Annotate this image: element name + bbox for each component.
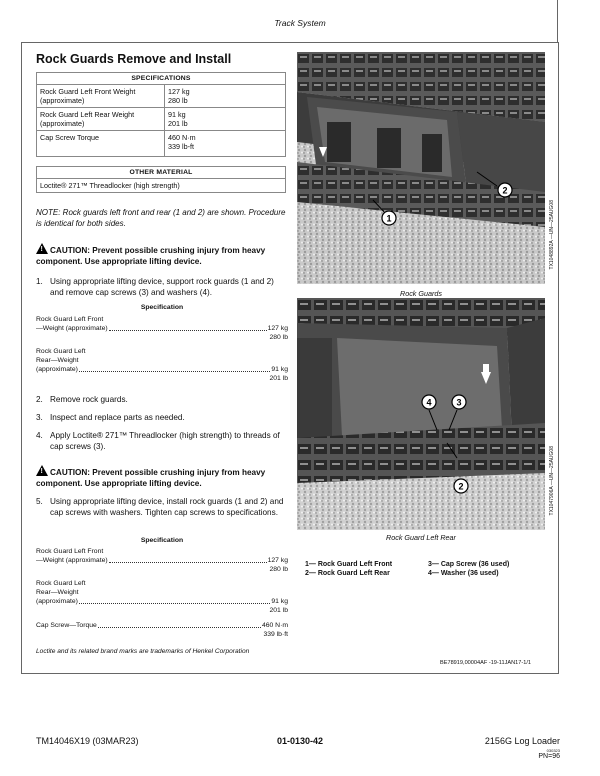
legend-column-2 bbox=[428, 560, 509, 578]
legend-item: 2— Rock Guard Left Rear bbox=[305, 570, 390, 577]
section-title: Rock Guards Remove and Install bbox=[36, 52, 232, 66]
step-3 bbox=[36, 413, 288, 424]
rock-guard-rear-illustration bbox=[297, 298, 545, 530]
spec-label: Rear—Weight bbox=[36, 357, 79, 364]
warning-triangle-icon bbox=[36, 243, 48, 254]
spec-value: 460 N·m bbox=[168, 133, 196, 142]
caution-1 bbox=[36, 243, 288, 267]
rock-guard-left-rear-photo bbox=[297, 298, 545, 530]
callout-2: 2 bbox=[458, 481, 464, 492]
spec-heading: Specification bbox=[140, 304, 184, 311]
spec-rear-weight bbox=[36, 347, 288, 383]
callout-2: 2 bbox=[502, 185, 508, 196]
step-text: Apply Loctite® 271™ Threadlocker (high strength) to threads of cap screws (3). bbox=[50, 431, 280, 451]
table-row bbox=[37, 179, 286, 193]
other-material-heading: OTHER MATERIAL bbox=[37, 167, 286, 179]
spec-label: —Weight (approximate) bbox=[36, 557, 108, 564]
spec-value: 127 kg bbox=[168, 87, 190, 96]
other-material-table bbox=[36, 166, 286, 193]
step-number: 3. bbox=[36, 413, 43, 422]
reference-code: BE78919,00004AF -19-11JAN17-1/1 bbox=[440, 660, 532, 666]
callout-1: 1 bbox=[386, 213, 392, 224]
spec-value: 201 lb bbox=[269, 375, 288, 382]
callout-3: 3 bbox=[456, 397, 462, 408]
caution-text: CAUTION: Prevent possible crushing injury from heavy component. Use appropriate lifting device. bbox=[36, 246, 266, 266]
warning-triangle-icon bbox=[36, 465, 48, 476]
footer-pn: PN=96 bbox=[538, 753, 560, 760]
spec-rear-weight bbox=[36, 579, 288, 615]
legend-column-1 bbox=[305, 560, 392, 578]
trademark-note: Loctite and its related brand marks are trademarks of Henkel Corporation bbox=[36, 648, 250, 655]
step-number: 5. bbox=[36, 497, 43, 506]
material-item: Loctite® 271™ Threadlocker (high strength) bbox=[37, 179, 286, 193]
spec-label: Rock Guard Left Front bbox=[36, 316, 104, 323]
step-2 bbox=[36, 395, 288, 406]
header-divider bbox=[557, 0, 558, 42]
specifications-table bbox=[36, 72, 286, 157]
footer-date-code: 030323 bbox=[546, 748, 560, 753]
spec-front-weight bbox=[36, 547, 288, 574]
spec-value: 280 lb bbox=[168, 96, 188, 105]
table-row bbox=[37, 131, 286, 157]
footer-page-number: 01-0130-42 bbox=[276, 736, 324, 746]
spec-label: (approximate) bbox=[36, 598, 78, 605]
spec-label: Cap Screw—Torque bbox=[36, 622, 97, 629]
spec-item: Cap Screw Torque bbox=[37, 131, 165, 157]
spec-value: 91 kg bbox=[271, 598, 288, 605]
table-row bbox=[37, 108, 286, 131]
spec-label: Rear—Weight bbox=[36, 589, 79, 596]
legend-item: 3— Cap Screw (36 used) bbox=[428, 561, 510, 568]
legend-item: 4— Washer (36 used) bbox=[428, 570, 499, 577]
spec-label: Rock Guard Left bbox=[36, 348, 86, 355]
step-number: 2. bbox=[36, 395, 43, 404]
spec-label: —Weight (approximate) bbox=[36, 325, 108, 332]
spec-value: 339 lb-ft bbox=[168, 142, 194, 151]
figure-id-top: TX1048892A —UN—25AUG08 bbox=[549, 200, 555, 270]
figure-caption-bottom: Rock Guard Left Rear bbox=[386, 533, 456, 542]
footer-model: 2156G Log Loader bbox=[484, 736, 560, 746]
spec-item: Rock Guard Left Rear Weight (approximate) bbox=[37, 108, 165, 131]
rock-guards-illustration bbox=[297, 52, 545, 284]
spec-torque bbox=[36, 621, 288, 639]
spec-heading: Specification bbox=[140, 537, 184, 544]
step-text: Using appropriate lifting device, support rock guards (1 and 2) and remove cap screws (3) and washers (4). bbox=[50, 277, 274, 297]
step-text: Using appropriate lifting device, install rock guards (1 and 2) and cap screws with washers. Tighten cap screws to specifications. bbox=[50, 497, 284, 517]
step-number: 1. bbox=[36, 277, 43, 286]
spec-value: 127 kg bbox=[267, 325, 288, 332]
spec-value: 91 kg bbox=[168, 110, 186, 119]
spec-value: 280 lb bbox=[269, 334, 288, 341]
step-5 bbox=[36, 497, 288, 518]
step-4 bbox=[36, 431, 288, 452]
step-text: Inspect and replace parts as needed. bbox=[50, 413, 185, 422]
step-1 bbox=[36, 277, 288, 298]
page-header: Track System bbox=[274, 18, 326, 28]
note-text: NOTE: Rock guards left front and rear (1 and 2) are shown. Procedure is identical for both sides. bbox=[36, 208, 286, 228]
caution-text: CAUTION: Prevent possible crushing injury from heavy component. Use appropriate lifting device. bbox=[36, 468, 266, 488]
spec-value: 91 kg bbox=[271, 366, 288, 373]
spec-value: 339 lb·ft bbox=[263, 631, 288, 638]
spec-value: 127 kg bbox=[267, 557, 288, 564]
step-text: Remove rock guards. bbox=[50, 395, 128, 404]
figure-caption-top: Rock Guards bbox=[400, 289, 442, 298]
spec-item: Rock Guard Left Front Weight (approximate) bbox=[37, 85, 165, 108]
spec-table-heading: SPECIFICATIONS bbox=[37, 73, 286, 85]
spec-front-weight bbox=[36, 315, 288, 342]
spec-label: Rock Guard Left Front bbox=[36, 548, 104, 555]
spec-value: 201 lb bbox=[168, 119, 188, 128]
spec-label: Rock Guard Left bbox=[36, 580, 86, 587]
rock-guards-photo bbox=[297, 52, 545, 284]
spec-value: 280 lb bbox=[269, 566, 288, 573]
spec-label: (approximate) bbox=[36, 366, 78, 373]
figure-id-bottom: TX1047906A —UN—25AUG08 bbox=[549, 446, 555, 516]
table-row bbox=[37, 85, 286, 108]
step-number: 4. bbox=[36, 431, 43, 440]
footer-manual-id: TM14046X19 (03MAR23) bbox=[36, 736, 139, 746]
spec-value: 201 lb bbox=[269, 607, 288, 614]
callout-4: 4 bbox=[426, 397, 432, 408]
legend-item: 1— Rock Guard Left Front bbox=[305, 561, 393, 568]
spec-value: 460 N·m bbox=[261, 622, 288, 629]
caution-2 bbox=[36, 465, 288, 489]
